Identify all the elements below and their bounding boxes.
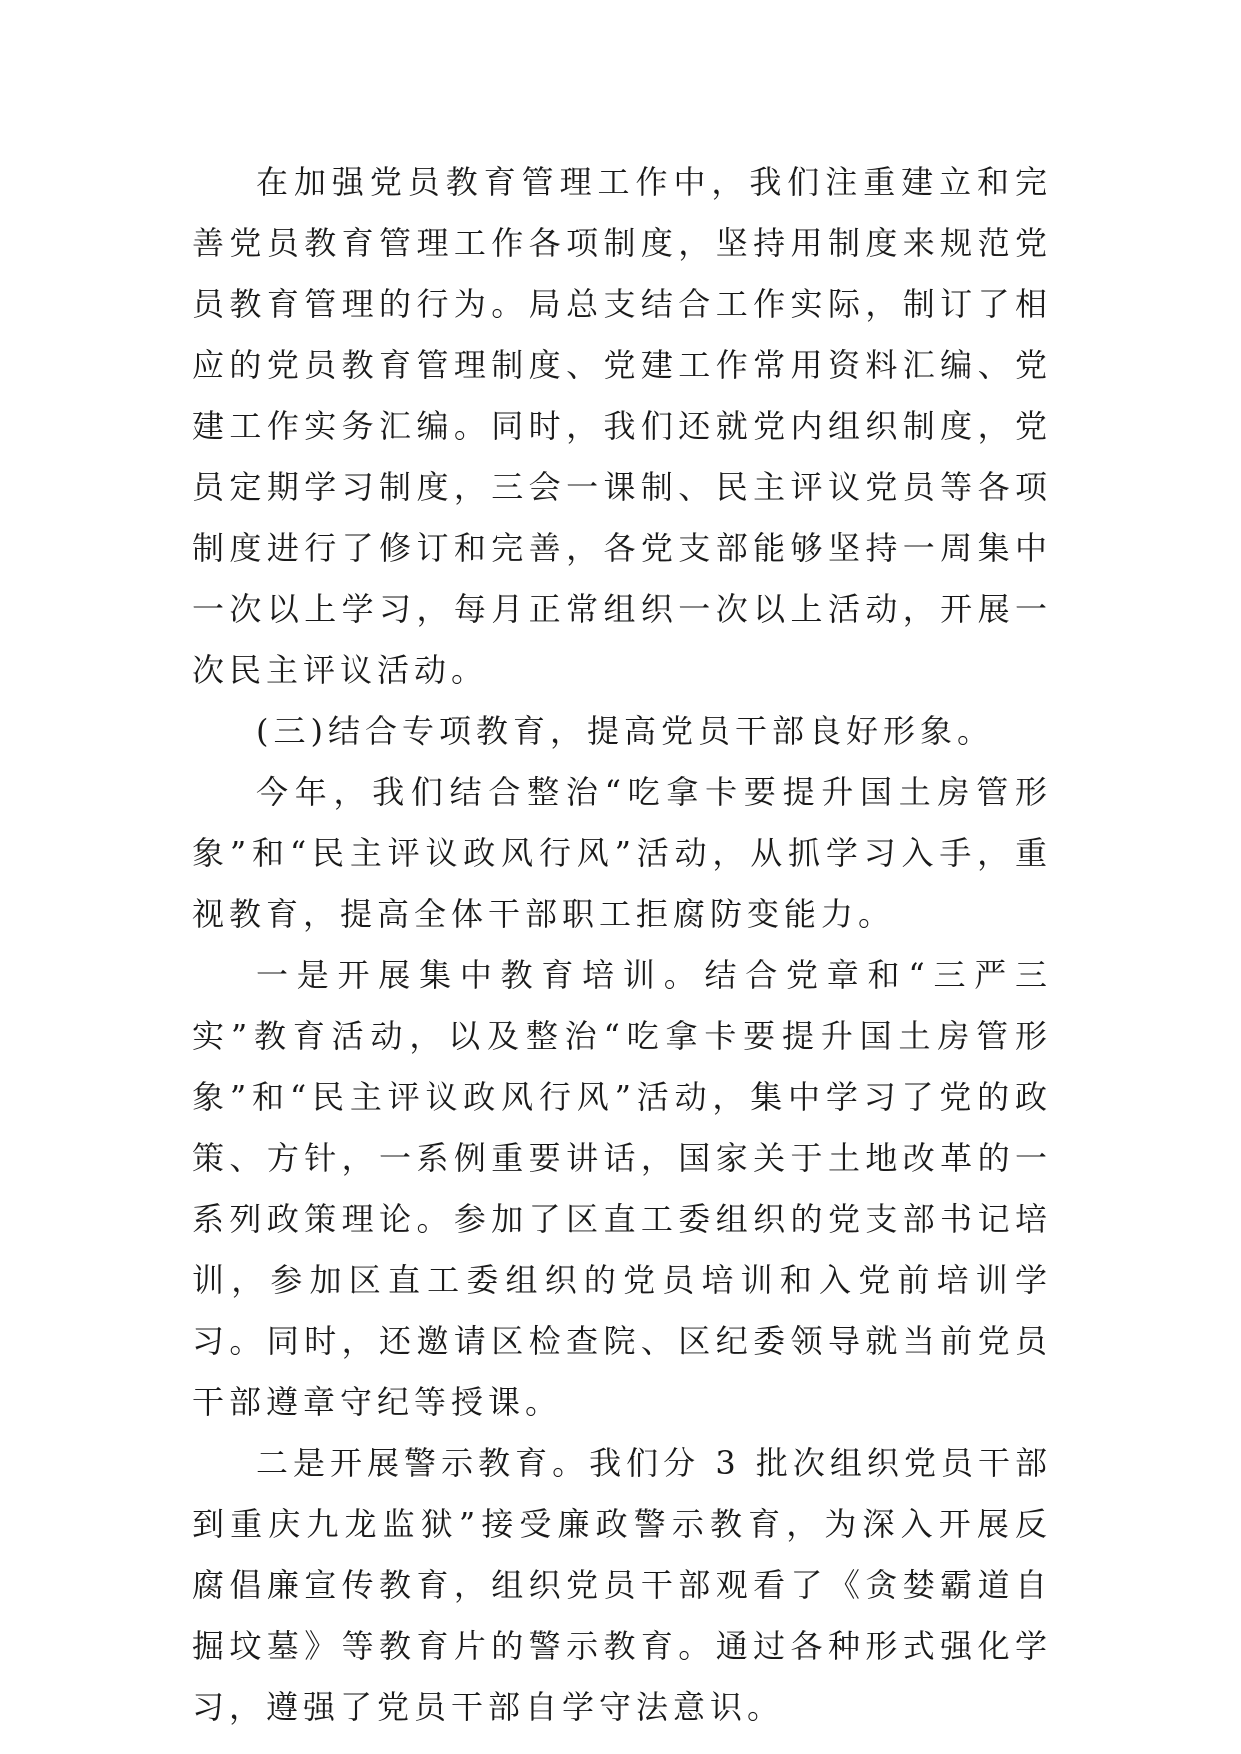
document-body xyxy=(192,152,1052,1738)
section-heading-special-education: (三)结合专项教育，提高党员干部良好形象。 xyxy=(256,712,994,750)
paragraph-education-system: 在加强党员教育管理工作中，我们注重建立和完善党员教育管理工作各项制度，坚持用制度来规范党员教育管理的行为。局总支结合工作实际，制订了相应的党员教育管理制度、党建工作常用资料汇编、党建工作实务汇编。同时，我们还就党内组织制度，党员定期学习制度，三会一课制、民主评议党员等各项制度进行了修订和完善，各党支部能够坚持一周集中一次以上学习，每月正常组织一次以上活动，开展一次民主评议活动。 xyxy=(192,163,1052,689)
paragraph-centralized-training: 一是开展集中教育培训。结合党章和“三严三实”教育活动，以及整治“吃拿卡要提升国土房管形象”和“民主评议政风行风”活动，集中学习了党的政策、方针，一系例重要讲话，国家关于土地改革的一系列政策理论。参加了区直工委组织的党支部书记培训，参加区直工委组织的党员培训和入党前培训学习。同时，还邀请区检查院、区纪委领导就当前党员干部遵章守纪等授课。 xyxy=(192,956,1052,1421)
paragraph-warning-education: 二是开展警示教育。我们分 3 批次组织党员干部到重庆九龙监狱”接受廉政警示教育，为深入开展反腐倡廉宣传教育，组织党员干部观看了《贪婪霸道自掘坟墓》等教育片的警示教育。通过各种形式强化学习，遵强了党员干部自学守法意识。 xyxy=(192,1444,1052,1726)
paragraph-this-year: 今年，我们结合整治“吃拿卡要提升国土房管形象”和“民主评议政风行风”活动，从抓学习入手，重视教育，提高全体干部职工拒腐防变能力。 xyxy=(192,773,1052,933)
